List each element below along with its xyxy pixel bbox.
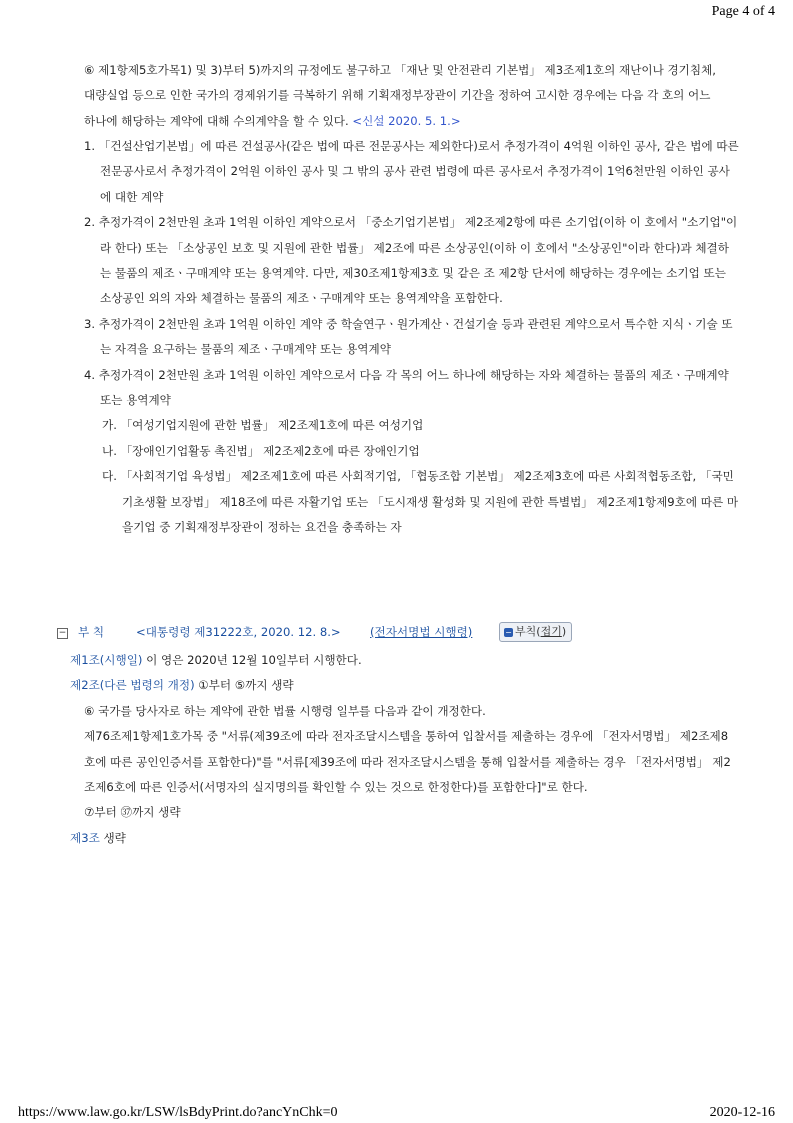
- minus-icon: −: [505, 627, 512, 637]
- addenda-collapse-button[interactable]: [499, 622, 572, 642]
- sub-item-ga: 가. 「여성기업지원에 관한 법률」 제2조제1호에 따른 여성기업: [102, 418, 424, 433]
- article-2-paragraph-6: ⑥ 국가를 당사자로 하는 계약에 관한 법률 시행령 일부를 다음과 같이 개정한다.: [84, 703, 486, 718]
- sub-item-na: 나. 「장애인기업활동 촉진법」 제2조제2호에 따른 장애인기업: [102, 443, 420, 458]
- paragraph-6-text: ⑥ 제1항제5호가목1) 및 3)부터 5)까지의 규정에도 불구하고 「재난 및 안전관리 기본법」 제3조제1호의 재난이나 경기침체, 대량실업 등으로 인한 국가의 경제위기를 극복하기 위해 기획재정부장관이 기간을 정하여 고시한 경우에는 다음 각 호의 어느 하나에 해당하는 계약에 대해 수의계약을 할 수 있다.: [84, 63, 716, 128]
- article-1-text: 이 영은 2020년 12월 10일부터 시행한다.: [142, 653, 362, 667]
- list-item-3: 3. 추정가격이 2천만원 초과 1억원 이하인 계약 중 학술연구ㆍ원가계산ㆍ건설기술 등과 관련된 계약으로서 특수한 지식ㆍ기술 또는 자격을 요구하는 물품의 제조ㆍ구매계약 또는 용역계약: [84, 316, 733, 357]
- article-2-paragraph-7: ⑦부터 ㊲까지 생략: [84, 805, 181, 820]
- footer-url: https://www.law.go.kr/LSW/lsBdyPrint.do?ancYnChk=0: [18, 1105, 338, 1120]
- list-item-4: 4. 추정가격이 2천만원 초과 1억원 이하인 계약으로서 다음 각 목의 어느 하나에 해당하는 자와 체결하는 물품의 제조ㆍ구매계약 또는 용역계약: [84, 367, 729, 407]
- addenda-section: [0, 620, 793, 851]
- list-item-1: 1. 「건설산업기본법」에 따른 건설공사(같은 법에 따른 전문공사는 제외한다)로서 추정가격이 4억원 이하인 공사, 같은 법에 따른 전문공사로서 추정가격이 2억원 이하인 공사 및 그 밖의 공사 관련 법령에 따른 공사로서 추정가격이 1억6천만원 이하인 공사에 대한 계약: [84, 138, 739, 204]
- related-law-link[interactable]: (전자서명법 시행령): [370, 625, 473, 639]
- paragraph-6: [84, 58, 724, 134]
- addenda-decree: <대통령령 제31222호, 2020. 12. 8.>: [136, 625, 341, 639]
- toggle-label: 접기: [540, 625, 562, 638]
- article-3: [70, 826, 793, 851]
- toggle-prefix: 부칙: [515, 625, 537, 638]
- article-body: [0, 58, 793, 540]
- article-1: [70, 648, 793, 673]
- collapse-icon[interactable]: −: [58, 628, 67, 638]
- article-3-heading: 제3조: [70, 830, 100, 845]
- article-2-heading: 제2조(다른 법령의 개정): [70, 678, 195, 693]
- list-item-2: 2. 추정가격이 2천만원 초과 1억원 이하인 계약으로서 「중소기업기본법」 제2조제2항에 따른 소기업(이하 이 호에서 "소기업"이라 한다) 또는 「소상공인 보호 및 지원에 관한 법률」 제2조에 따른 소상공인(이하 이 호에서 "소상공인"이라 한다)과 체결하는 물품의 제조ㆍ구매계약 또는 용역계약. 다만, 제30조제1항제3호 및 같은 조 제2항 단서에 해당하는 경우에는 소기업 또는 소상공인 외의 자와 체결하는 물품의 제조ㆍ구매계약 또는 용역계약을 포함한다.: [84, 215, 738, 306]
- page-number: Page 4 of 4: [711, 4, 775, 19]
- article-2: [70, 673, 793, 698]
- toggle-close: ): [561, 625, 567, 638]
- article-2-text: ①부터 ⑤까지 생략: [194, 678, 294, 693]
- footer-date: 2020-12-16: [709, 1105, 775, 1120]
- amendment-note: <신설 2020. 5. 1.>: [352, 113, 461, 128]
- addenda-title: 부 칙: [78, 625, 105, 639]
- article-2-amendment: 제76조제1항제1호가목 중 "서류(제39조에 따라 전자조달시스템을 통하여 입찰서를 제출하는 경우에 「전자서명법」 제2조제8호에 따른 공인인증서를 포함한다)"를 "서류[제39조에 따라 전자조달시스템을 통해 입찰서를 제출하는 경우 「전자서명법」 제2조제6호에 따른 인증서(서명자의 실지명의를 확인할 수 있는 것으로 한정한다)를 포함한다]"로 한다.: [84, 729, 731, 795]
- article-3-text: 생략: [99, 830, 126, 845]
- sub-item-da: 다. 「사회적기업 육성법」 제2조제1호에 따른 사회적기업, 「협동조합 기본법」 제2조제3호에 따른 사회적협동조합, 「국민기초생활 보장법」 제18조에 따른 자활기업 또는 「도시재생 활성화 및 지원에 관한 특별법」 제2조제1항제9호에 따른 마을기업 중 기획재정부장관이 정하는 요건을 충족하는 자: [102, 469, 739, 534]
- toggle-open: (: [536, 625, 541, 638]
- article-1-heading: 제1조(시행일): [70, 653, 143, 667]
- addenda-header: [0, 620, 793, 648]
